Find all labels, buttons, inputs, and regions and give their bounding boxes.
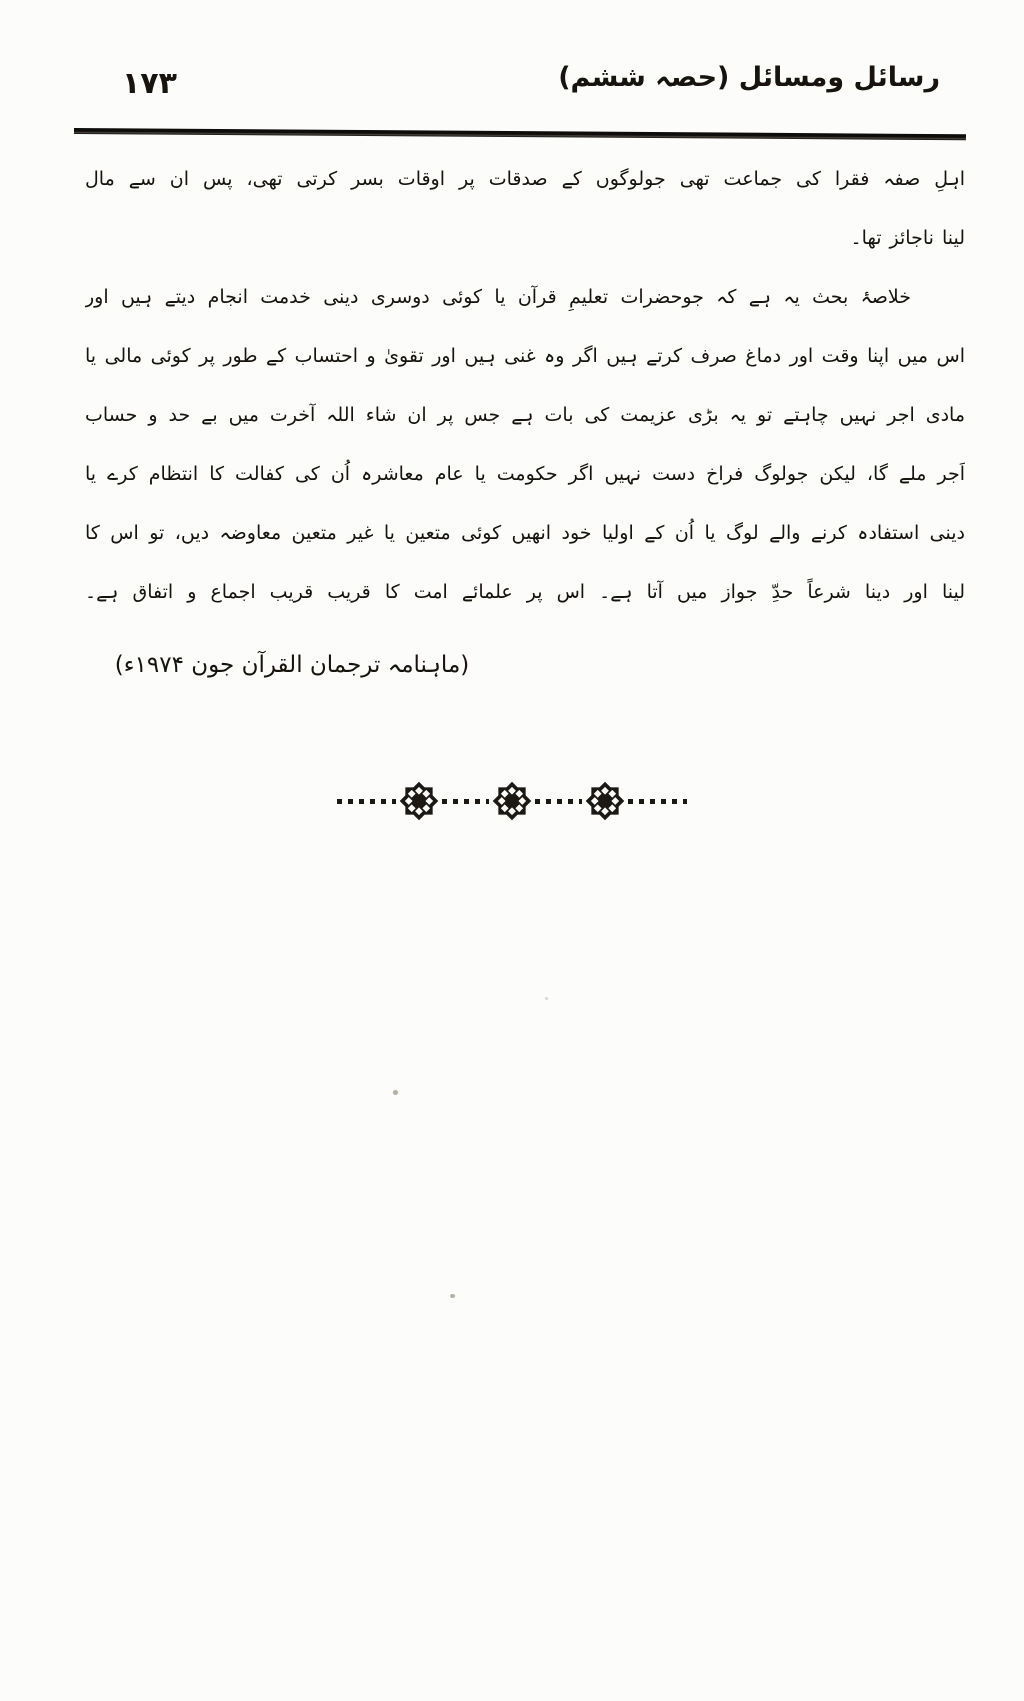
- header-title: رسائل ومسائل (حصہ ششم): [558, 62, 940, 93]
- body-line: اس میں اپنا وقت اور دماغ صرف کرتے ہیں اگر وہ غنی ہیں اور تقویٰ و احتساب کے طور پر کوئی مالی یا: [85, 345, 965, 367]
- rosette-icon: [398, 780, 440, 822]
- rosette-icon: [584, 780, 626, 822]
- rosette-icon: [491, 780, 533, 822]
- section-divider: [0, 780, 1024, 822]
- divider-dots: [628, 799, 687, 804]
- divider-dots: [535, 799, 582, 804]
- scan-speck: [393, 1090, 398, 1095]
- divider-dots: [442, 799, 489, 804]
- body-line: دینی استفادہ کرنے والے لوگ یا اُن کے اولیا خود انھیں کوئی متعین یا غیر متعین معاوضہ دیں، تو اس کا: [85, 522, 965, 544]
- page-number: ۱۷۳: [122, 66, 177, 101]
- source-citation: (ماہنامہ ترجمان القرآن جون ۱۹۷۴ء): [114, 652, 470, 678]
- scan-speck: [450, 1294, 455, 1298]
- body-line: اہلِ صفہ فقرا کی جماعت تھی جولوگوں کے صدقات پر اوقات بسر کرتی تھی، پس ان سے مال: [85, 168, 965, 190]
- body-line: اَجر ملے گا، لیکن جولوگ فراخ دست نہیں اگر حکومت یا عام معاشرہ اُن کی کفالت کا انتظام کرے یا: [85, 463, 965, 485]
- body-line: لینا ناجائز تھا۔: [850, 227, 965, 249]
- scan-speck: [545, 997, 548, 1000]
- body-line: مادی اجر نہیں چاہتے تو یہ بڑی عزیمت کی بات ہے جس پر ان شاء اللہ آخرت میں بے حد و حساب: [85, 404, 965, 426]
- header-rule: [74, 128, 966, 140]
- body-line: خلاصۂ بحث یہ ہے کہ جوحضرات تعلیمِ قرآن یا کوئی دوسری دینی خدمت انجام دیتے ہیں اور: [85, 286, 911, 308]
- divider-dots: [337, 799, 396, 804]
- body-text: [85, 150, 965, 622]
- body-line: لینا اور دینا شرعاً حدِّ جواز میں آتا ہے۔ اس پر علمائے امت کا قریب قریب اجماع و اتفاق ہے۔: [85, 581, 965, 603]
